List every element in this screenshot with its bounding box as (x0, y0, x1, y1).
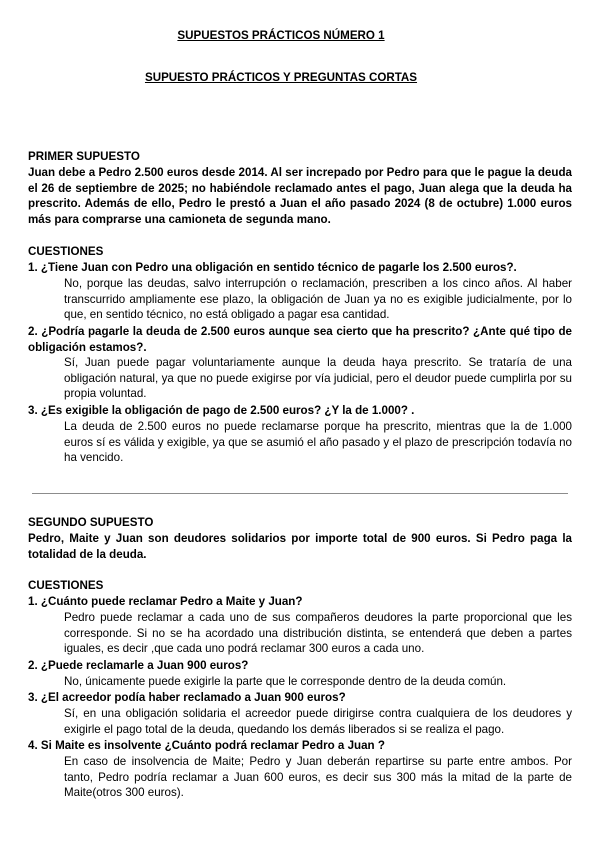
section-divider (32, 493, 568, 494)
question-1-1: 1. ¿Tiene Juan con Pedro una obligación en sentido técnico de pagarle los 2.500 euros?. (28, 261, 517, 274)
cuestiones-heading-1: CUESTIONES (28, 245, 104, 258)
answer-1-2: Sí, Juan puede pagar voluntariamente aunque la deuda haya prescrito. Se trataría de una obligación natural, ya que no puede exigirse por vía judicial, pero el deudor puede cumplirla por su propia voluntad. (64, 356, 572, 401)
question-1-3: 3. ¿Es exigible la obligación de pago de 2.500 euros? ¿Y la de 1.000? . (28, 404, 415, 417)
cuestiones-heading-2: CUESTIONES (28, 579, 104, 592)
answer-1-3: La deuda de 2.500 euros no puede reclamarse porque ha prescrito, mientras que la de 1.000 euros sí es válida y exigible, ya que se asumió el año pasado y el plazo de prescripción todavía no ha vencido. (64, 420, 572, 465)
document-title: SUPUESTOS PRÁCTICOS NÚMERO 1 (177, 29, 385, 42)
question-2-3: 3. ¿El acreedor podía haber reclamado a Juan 900 euros? (28, 691, 346, 704)
answer-2-2: No, únicamente puede exigirle la parte que le corresponde dentro de la deuda común. (64, 675, 507, 688)
section-heading-segundo-supuesto: SEGUNDO SUPUESTO (28, 516, 154, 529)
question-2-4: 4. Si Maite es insolvente ¿Cuánto podrá reclamar Pedro a Juan ? (28, 739, 385, 752)
question-2-2: 2. ¿Puede reclamarle a Juan 900 euros? (28, 659, 249, 672)
question-2-1: 1. ¿Cuánto puede reclamar Pedro a Maite y Juan? (28, 595, 303, 608)
question-1-2: 2. ¿Podría pagarle la deuda de 2.500 euros aunque sea cierto que ha prescrito? ¿Ante qué tipo de obligación estamos?. (28, 325, 572, 354)
section-heading-primer-supuesto: PRIMER SUPUESTO (28, 150, 140, 163)
answer-1-1: No, porque las deudas, salvo interrupción o reclamación, prescriben a los cinco años. Al haber transcurrido ampliamente ese plazo, la obligación de Juan ya no es exigible judicialmente, por lo que, en sentido técnico, no está obligado a pagar esa cantidad. (64, 277, 572, 322)
answer-2-4: En caso de insolvencia de Maite; Pedro y Juan deberán repartirse su parte entre ambos. Por tanto, Pedro podría reclamar a Juan 600 euros, es decir sus 300 más la mitad de la parte de Maite(otros 300 euros). (64, 755, 572, 800)
case-statement-1: Juan debe a Pedro 2.500 euros desde 2014. Al ser increpado por Pedro para que le pague la deuda el 26 de septiembre de 2025; no habiéndole reclamado antes el pago, Juan alega que la deuda ha prescrito. Además de ello, Pedro le prestó a Juan el año pasado 2024 (8 de octubre) 1.000 euros más para comprarse una camioneta de segunda mano. (28, 166, 572, 226)
answer-2-1: Pedro puede reclamar a cada uno de sus compañeros deudores la parte proporcional que les corresponde. Si no se ha acordado una distribución distinta, se entenderá que deben a partes iguales, es decir ,que cada uno podrá reclamar 300 euros a cada uno. (64, 611, 572, 656)
document-subtitle: SUPUESTO PRÁCTICOS Y PREGUNTAS CORTAS (144, 71, 418, 84)
answer-2-3: Sí, en una obligación solidaria el acreedor puede dirigirse contra cualquiera de los deudores y exigirle el pago total de la deuda, quedando los demás liberados si se realiza el pago. (64, 707, 572, 736)
case-statement-2: Pedro, Maite y Juan son deudores solidarios por importe total de 900 euros. Si Pedro paga la totalidad de la deuda. (28, 532, 572, 561)
